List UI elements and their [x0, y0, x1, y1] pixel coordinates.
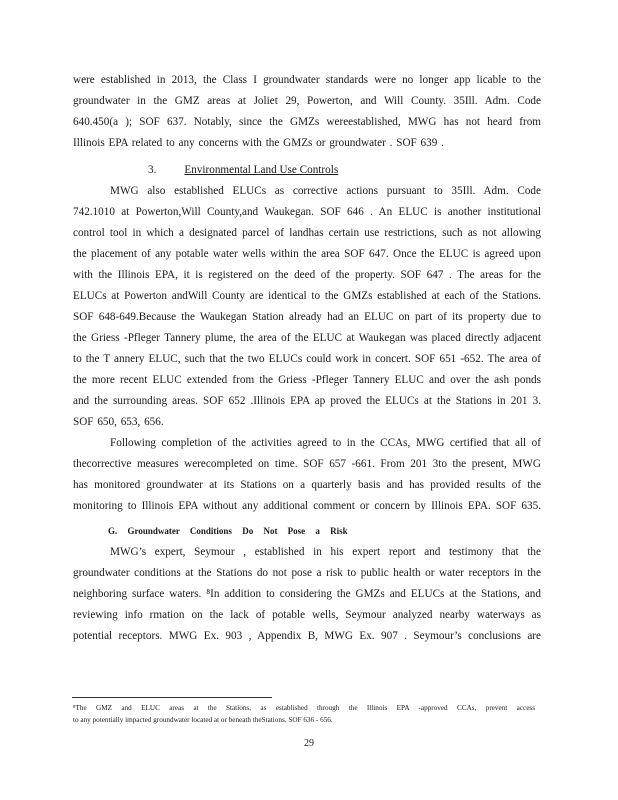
text-line: the Griess -Pfleger Tannery plume, the area of the ELUC at Waukegan was placed directly adjacent: [73, 332, 541, 344]
text-line: SOF 650, 653, 656.: [73, 416, 164, 428]
page-number: 29: [304, 738, 314, 749]
text-line: 742.1010 at Powerton,Will County,and Waukegan. SOF 646 . An ELUC is another institutional: [73, 206, 541, 218]
footnote-divider: [72, 697, 272, 698]
text-line: and the surrounding areas. SOF 652 .Illinois EPA ap proved the ELUCs at the Stations in 201 3.: [73, 395, 541, 407]
section-heading: G. Groundwater Conditions Do Not Pose a Risk: [108, 526, 348, 536]
text-line: Illinois EPA related to any concerns with the GMZs or groundwater . SOF 639 .: [73, 137, 444, 149]
text-line: MWG’s expert, Seymour , established in his expert report and testimony that the: [110, 546, 541, 558]
text-line: reviewing info rmation on the lack of potable wells, Seymour analyzed nearby waterways as: [73, 609, 541, 621]
text-line: groundwater in the GMZ areas at Joliet 29, Powerton, and Will County. 35Ill. Adm. Code: [73, 95, 541, 107]
text-line: to the T annery ELUC, such that the two ELUCs could work in concert. SOF 651 -652. The area of: [73, 353, 541, 365]
section-title: Environmental Land Use Controls: [184, 164, 339, 176]
text-line: has monitored groundwater at its Stations on a quarterly basis and has provided results of the: [73, 479, 541, 491]
text-line: with the Illinois EPA, it is registered on the deed of the property. SOF 647 . The areas for the: [73, 269, 541, 281]
text-line: groundwater conditions at the Stations do not pose a risk to public health or water receptors in the: [73, 567, 541, 579]
text-line: thecorrective measures werecompleted on time. SOF 657 -661. From 201 3to the present, MWG: [73, 458, 541, 470]
text-line: Following completion of the activities agreed to in the CCAs, MWG certified that all of: [110, 437, 541, 449]
text-line: MWG also established ELUCs as corrective actions pursuant to 35Ill. Adm. Code: [110, 185, 541, 197]
text-line: the more recent ELUC extended from the Griess -Pfleger Tannery ELUC and over the ash ponds: [73, 374, 541, 386]
footnote-line: ⁸The GMZ and ELUC areas at the Stations, as established through the Illinois EPA -approved CCAs, prevent access: [73, 704, 535, 712]
text-line: neighboring surface waters. ⁸In addition to considering the GMZs and ELUCs at the Stations, and: [73, 588, 541, 600]
text-line: control tool in which a designated parcel of landhas certain use restrictions, such as not allowing: [73, 227, 541, 239]
footnote-line: to any potentially impacted groundwater located at or beneath theStations. SOF 636 - 656.: [73, 716, 333, 724]
text-line: 640.450(a ); SOF 637. Notably, since the GMZs wereestablished, MWG has not heard from: [73, 116, 541, 128]
text-line: the placement of any potable water wells within the area SOF 647. Once the ELUC is agreed upon: [73, 248, 541, 260]
text-line: SOF 648-649.Because the Waukegan Station already had an ELUC on part of its property due to: [73, 311, 541, 323]
text-line: ELUCs at Powerton andWill County are identical to the GMZs established at each of the Stations.: [73, 290, 541, 302]
text-line: monitoring to Illinois EPA without any additional comment or concern by Illinois EPA. SOF 635.: [73, 500, 541, 512]
section-heading: [148, 163, 338, 177]
text-line: were established in 2013, the Class I groundwater standards were no longer app licable to the: [73, 74, 541, 86]
section-number: 3.: [148, 164, 157, 176]
text-line: potential receptors. MWG Ex. 903 , Appendix B, MWG Ex. 907 . Seymour’s conclusions are: [73, 630, 541, 642]
